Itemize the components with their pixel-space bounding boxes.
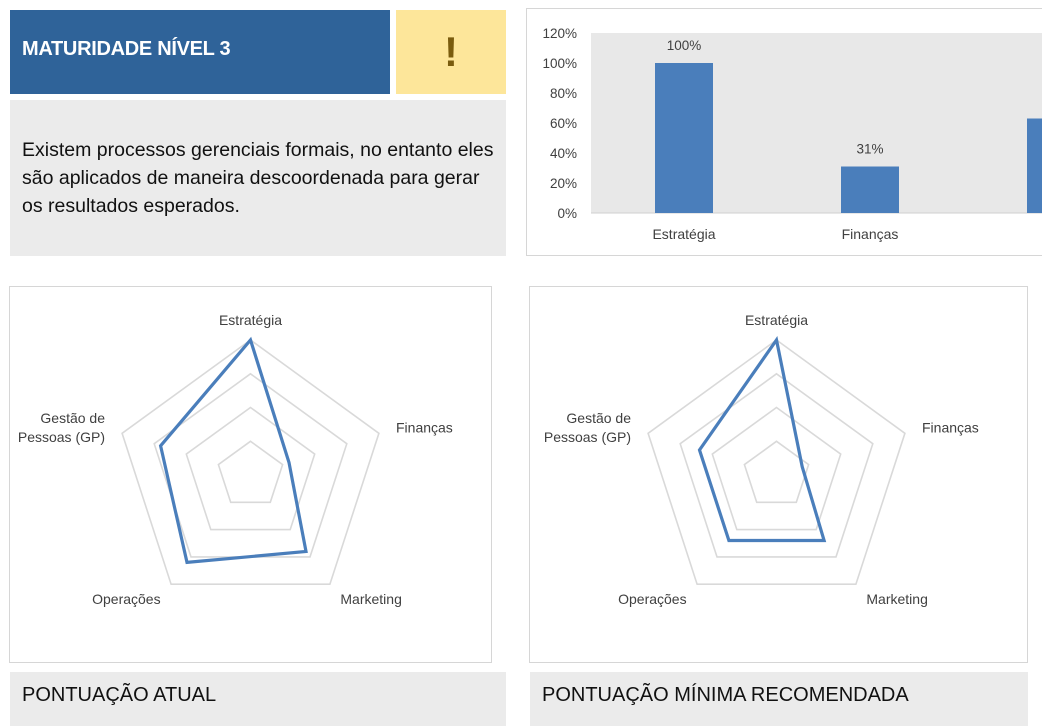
x-tick-label: Estratégia (652, 226, 716, 242)
maturity-title: MATURIDADE NÍVEL 3 (22, 38, 231, 60)
radar-axis-label: Gestão de Pessoas (GP) (543, 410, 631, 446)
description-text (22, 136, 506, 220)
bar (1027, 119, 1042, 214)
radar-axis-label: Finanças (396, 419, 453, 436)
alert-box (396, 10, 506, 94)
y-tick-label: 120% (542, 26, 577, 41)
y-tick-label: 40% (549, 146, 577, 161)
radar-axis-label: Estratégia (218, 312, 283, 328)
description-line: os resultados esperados. (22, 195, 240, 217)
radar-chart-current (10, 287, 493, 664)
radar-axis-label: Operações (618, 590, 687, 607)
caption-recommended-panel (530, 672, 1028, 726)
radar-axis-label: Estratégia (744, 312, 809, 328)
radar-chart-recommended (530, 287, 1029, 664)
radar-series-line (700, 340, 825, 541)
y-tick-label: 100% (542, 56, 577, 71)
radar-axis-label: Gestão de Pessoas (GP) (17, 410, 105, 446)
y-tick-label: 80% (549, 86, 577, 101)
description-line: Existem processos gerenciais formais, no entanto eles (22, 139, 494, 161)
bar (655, 63, 713, 213)
maturity-banner (10, 10, 390, 94)
caption-current-panel (10, 672, 506, 726)
radar-gridline (218, 441, 282, 502)
bar (841, 167, 899, 214)
exclamation-icon: ! (444, 28, 458, 75)
radar-chart-current-panel (9, 286, 492, 663)
radar-gridline (712, 408, 840, 530)
radar-axis-label: Marketing (340, 590, 402, 607)
description-panel (10, 100, 506, 256)
bar-chart (527, 9, 1042, 256)
radar-chart-recommended-panel (529, 286, 1028, 663)
description-line: são aplicados de maneira descoordenada para gerar (22, 167, 480, 189)
radar-axis-label: Finanças (922, 419, 979, 436)
radar-axis-label: Operações (92, 590, 161, 607)
data-label: 31% (856, 141, 884, 157)
data-label: 100% (666, 38, 702, 53)
radar-axis-label: Marketing (866, 590, 928, 607)
x-tick-label: Finanças (841, 226, 899, 242)
y-tick-label: 20% (549, 176, 577, 191)
y-tick-label: 0% (557, 206, 577, 221)
caption-recommended: PONTUAÇÃO MÍNIMA RECOMENDADA (542, 684, 909, 706)
bar-chart-panel (526, 8, 1042, 256)
y-tick-label: 60% (549, 116, 577, 131)
radar-gridline (186, 408, 314, 530)
caption-current: PONTUAÇÃO ATUAL (22, 684, 217, 706)
